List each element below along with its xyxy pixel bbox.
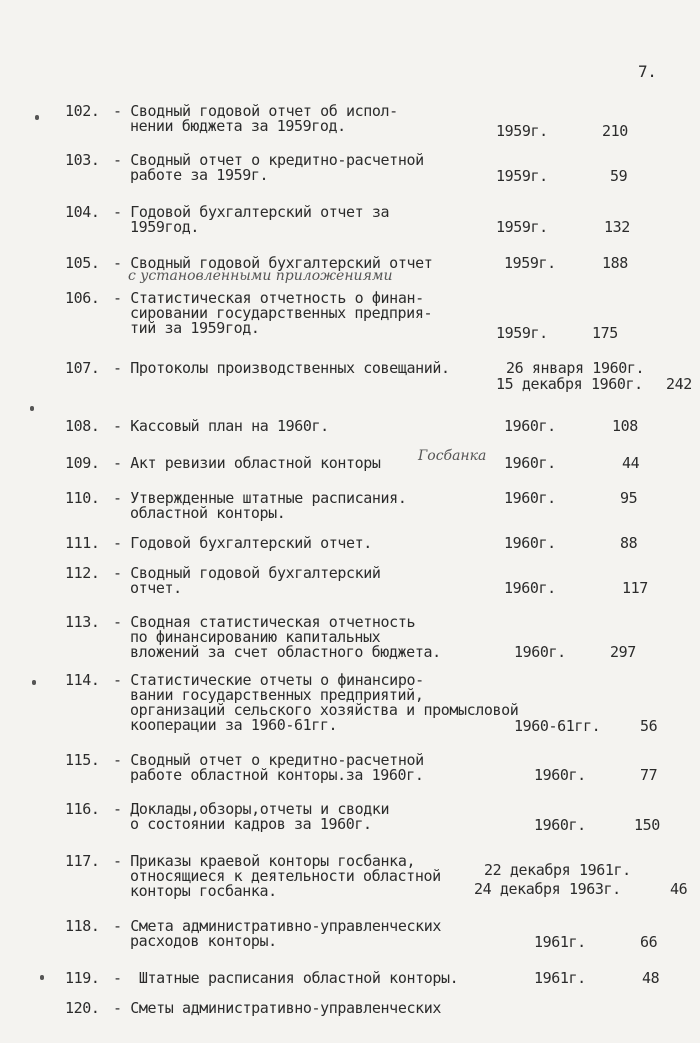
entry-sheet-count: 117 xyxy=(622,579,648,597)
entry-sheet-count: 46 xyxy=(670,880,688,898)
entry-sheet-count: 132 xyxy=(604,218,630,236)
entry-sheet-count: 297 xyxy=(610,643,636,661)
entry-date: 1959г. xyxy=(496,324,548,342)
page-number: 7. xyxy=(638,62,657,81)
entry-sheet-count: 44 xyxy=(622,454,640,472)
entry-title-line: - Доклады,обзоры,отчеты и сводки xyxy=(113,800,390,818)
entry-title-line: отчет. xyxy=(130,579,182,597)
entry-date: 1961г. xyxy=(534,969,586,987)
entry-number: 111. xyxy=(65,534,100,552)
entry-date: 1959г. xyxy=(496,122,548,140)
entry-title-line: относящиеся к деятельности областной xyxy=(130,867,441,885)
entry-date: 1960г. xyxy=(504,417,556,435)
entry-sheet-count: 59 xyxy=(610,167,628,185)
handwritten-annotation: с установленными приложениями xyxy=(128,268,393,284)
entry-title-line: - Статистические отчеты о финансиро- xyxy=(113,671,424,689)
entry-sheet-count: 242 xyxy=(666,375,692,393)
entry-date: 1959г. xyxy=(496,218,548,236)
entry-title-line: - Годовой бухгалтерский отчет за xyxy=(113,203,390,221)
entry-date: 1959г. xyxy=(504,254,556,272)
entry-title-line: - Сводный отчет о кредитно-расчетной xyxy=(113,151,424,169)
entry-sheet-count: 66 xyxy=(640,933,658,951)
entry-date: 1960г. xyxy=(504,489,556,507)
entry-sheet-count: 108 xyxy=(612,417,638,435)
entry-title-line: - Протоколы производственных совещаний. xyxy=(113,359,450,377)
entry-date: 26 января 1960г. xyxy=(506,359,645,377)
entry-title-line: о состоянии кадров за 1960г. xyxy=(130,815,372,833)
margin-mark xyxy=(35,115,39,120)
entry-sheet-count: 95 xyxy=(620,489,638,507)
entry-title-line: работе областной конторы.за 1960г. xyxy=(130,766,424,784)
entry-number: 119. xyxy=(65,969,100,987)
entry-date: 1959г. xyxy=(496,167,548,185)
handwritten-annotation: Госбанка xyxy=(418,448,487,464)
entry-sheet-count: 48 xyxy=(642,969,660,987)
entry-date: 22 декабря 1961г. xyxy=(484,861,631,879)
entry-date: 1960г. xyxy=(534,816,586,834)
entry-number: 109. xyxy=(65,454,100,472)
entry-title-line: - Штатные расписания областной конторы. xyxy=(113,969,459,987)
entry-sheet-count: 77 xyxy=(640,766,658,784)
entry-sheet-count: 210 xyxy=(602,122,628,140)
entry-title-line: - Статистическая отчетность о финан- xyxy=(113,289,424,307)
entry-number: 117. xyxy=(65,852,100,870)
entry-date-end: 15 декабря 1960г. xyxy=(496,375,643,393)
entry-number: 114. xyxy=(65,671,100,689)
entry-title-line: сировании государственных предприя- xyxy=(130,304,433,322)
entry-title-line: - Приказы краевой конторы госбанка, xyxy=(113,852,416,870)
entry-number: 104. xyxy=(65,203,100,221)
entry-number: 106. xyxy=(65,289,100,307)
entry-number: 103. xyxy=(65,151,100,169)
entry-number: 112. xyxy=(65,564,100,582)
entry-number: 116. xyxy=(65,800,100,818)
entry-date-end: 24 декабря 1963г. xyxy=(474,880,621,898)
entry-title-line: конторы госбанка. xyxy=(130,882,277,900)
entry-number: 102. xyxy=(65,102,100,120)
entry-sheet-count: 56 xyxy=(640,717,658,735)
entry-title-line: вании государственных предприятий, xyxy=(130,686,424,704)
entry-title-line: - Кассовый план на 1960г. xyxy=(113,417,329,435)
entry-title-line: - Утвержденные штатные расписания. xyxy=(113,489,407,507)
entry-date: 1960г. xyxy=(504,534,556,552)
entry-sheet-count: 175 xyxy=(592,324,618,342)
margin-mark xyxy=(40,975,44,980)
entry-sheet-count: 88 xyxy=(620,534,638,552)
entry-date: 1960г. xyxy=(534,766,586,784)
entry-number: 110. xyxy=(65,489,100,507)
entry-number: 115. xyxy=(65,751,100,769)
entry-title-line: - Акт ревизии областной конторы xyxy=(113,454,381,472)
entry-sheet-count: 150 xyxy=(634,816,660,834)
entry-date: 1960г. xyxy=(514,643,566,661)
entry-title-line: - Смета административно-управленческих xyxy=(113,917,441,935)
entry-title-line: - Сметы административно-управленческих xyxy=(113,999,441,1017)
entry-number: 107. xyxy=(65,359,100,377)
entry-title-line: нении бюджета за 1959год. xyxy=(130,117,346,135)
entry-date: 1960-61гг. xyxy=(514,717,601,735)
entry-title-line: 1959год. xyxy=(130,218,200,236)
entry-date: 1960г. xyxy=(504,454,556,472)
entry-sheet-count: 188 xyxy=(602,254,628,272)
entry-title-line: - Годовой бухгалтерский отчет. xyxy=(113,534,372,552)
entry-title-line: тий за 1959год. xyxy=(130,319,260,337)
entry-title-line: областной конторы. xyxy=(130,504,286,522)
margin-mark xyxy=(32,680,36,685)
entry-number: 113. xyxy=(65,613,100,631)
entry-date: 1960г. xyxy=(504,579,556,597)
entry-number: 118. xyxy=(65,917,100,935)
entry-title-line: - Сводный годовой бухгалтерский xyxy=(113,564,381,582)
entry-title-line: - Сводный отчет о кредитно-расчетной xyxy=(113,751,424,769)
entry-date: 1961г. xyxy=(534,933,586,951)
entry-title-line: - Сводная статистическая отчетность xyxy=(113,613,416,631)
entry-title-line: - Сводный годовой бухгалтерский отчет xyxy=(113,254,433,272)
entry-number: 105. xyxy=(65,254,100,272)
entry-number: 120. xyxy=(65,999,100,1017)
entry-title-line: вложений за счет областного бюджета. xyxy=(130,643,441,661)
entry-title-line: работе за 1959г. xyxy=(130,166,269,184)
entry-number: 108. xyxy=(65,417,100,435)
entry-title-line: расходов конторы. xyxy=(130,932,277,950)
entry-title-line: - Сводный годовой отчет об испол- xyxy=(113,102,398,120)
entry-title-line: организаций сельского хозяйства и промысловой xyxy=(130,701,519,719)
entry-title-line: кооперации за 1960-61гг. xyxy=(130,716,338,734)
margin-mark xyxy=(30,406,34,411)
entry-title-line: по финансированию капитальных xyxy=(130,628,381,646)
